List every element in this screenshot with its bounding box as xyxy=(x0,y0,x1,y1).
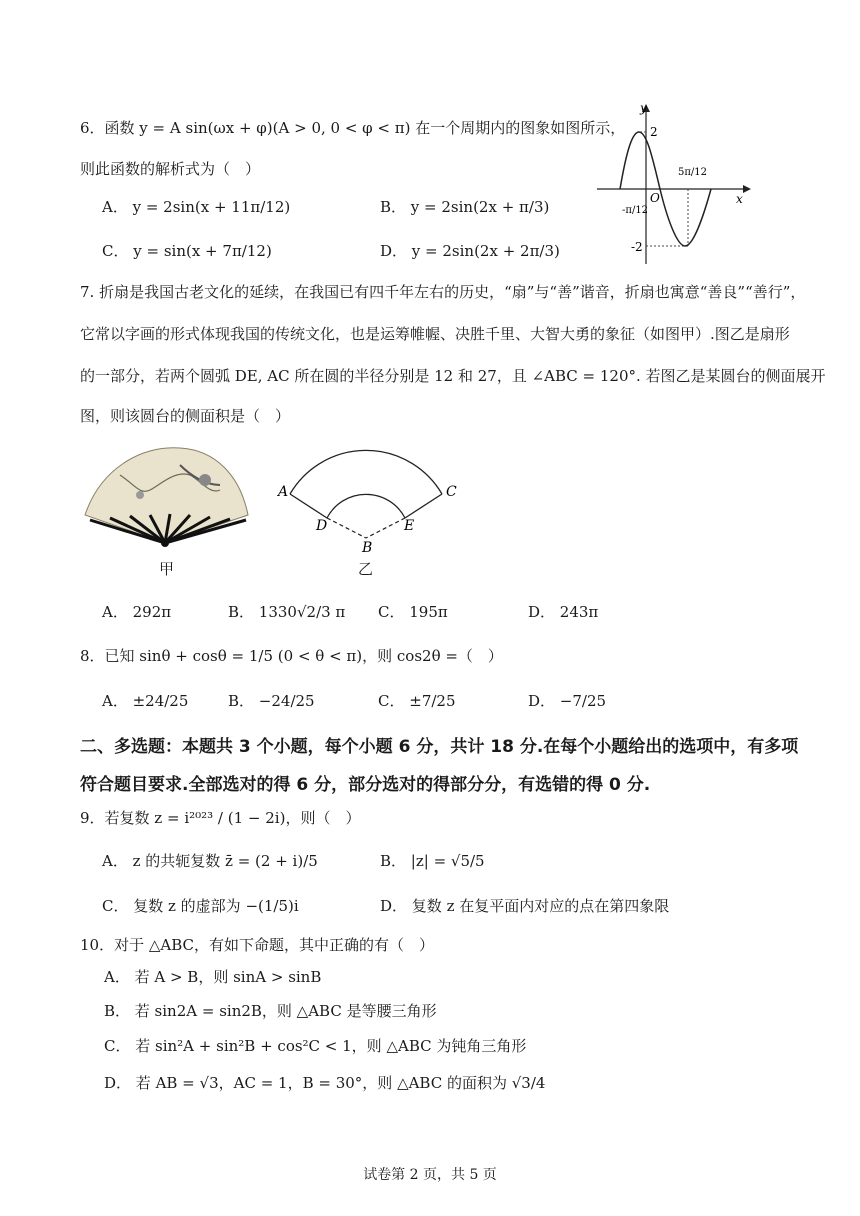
q8-option-c: C． ±7/25 xyxy=(378,692,456,710)
q6-stem-line1: 6．函数 y = A sin(ωx + φ)(A > 0, 0 < φ < π) 在一个周期内的图象如图所示， xyxy=(80,119,626,137)
q7-option-c: C． 195π xyxy=(378,603,448,621)
q7-option-b: B． 1330√2/3 π xyxy=(228,603,346,621)
q7-stem-line4: 图，则该圆台的侧面积是（ ） xyxy=(80,407,291,425)
q6-sine-graph xyxy=(595,100,755,270)
min-label: -2 xyxy=(631,240,643,254)
q8-option-d: D． −7/25 xyxy=(528,692,607,710)
q7-stem-line3: 的一部分，若两个圆弧 DE, AC 所在圆的半径分别是 12 和 27，且 ∠ABC = 120°. 若图乙是某圆台的侧面展开 xyxy=(80,367,826,385)
point-b-label: B xyxy=(362,540,373,556)
q8-option-a: A． ±24/25 xyxy=(102,692,189,710)
q9-option-b: B． |z| = √5/5 xyxy=(380,852,485,870)
q6-option-a: A． y = 2sin(x + 11π/12) xyxy=(102,198,291,216)
figure-caption-a: 甲 xyxy=(159,560,175,578)
right-tick-label: 5π/12 xyxy=(678,167,708,178)
q10-stem: 10．对于 △ABC，有如下命题，其中正确的有（ ） xyxy=(80,936,435,954)
q7-option-a: A． 292π xyxy=(102,603,172,621)
q8-option-b: B． −24/25 xyxy=(228,692,315,710)
q10-option-a: A． 若 A > B，则 sinA > sinB xyxy=(104,968,322,986)
q9-stem: 9．若复数 z = i²⁰²³ / (1 − 2i)，则（ ） xyxy=(80,809,361,827)
sector-figure xyxy=(270,438,470,558)
section-2-header-line2: 符合题目要求.全部选对的得 6 分，部分选对的得部分分，有选错的得 0 分. xyxy=(80,775,651,795)
q9-option-a: A． z 的共轭复数 z̄ = (2 + i)/5 xyxy=(102,852,318,870)
page-footer: 试卷第 2 页，共 5 页 xyxy=(363,1167,497,1183)
q9-option-d: D． 复数 z 在复平面内对应的点在第四象限 xyxy=(380,897,670,915)
q6-stem-line2: 则此函数的解析式为（ ） xyxy=(80,160,261,178)
y-axis-label: y xyxy=(640,101,647,115)
q6-option-c: C． y = sin(x + 7π/12) xyxy=(102,242,272,260)
point-e-label: E xyxy=(404,518,415,534)
q6-option-d: D． y = 2sin(2x + 2π/3) xyxy=(380,242,560,260)
folding-fan-figure xyxy=(80,440,250,550)
point-d-label: D xyxy=(316,518,328,534)
q8-stem: 8．已知 sinθ + cosθ = 1/5 (0 < θ < π)，则 cos2θ =（ ） xyxy=(80,647,503,665)
q10-option-c: C． 若 sin²A + sin²B + cos²C < 1，则 △ABC 为钝角三角形 xyxy=(104,1037,527,1055)
q7-stem-line1: 7. 折扇是我国古老文化的延续，在我国已有四千年左右的历史，“扇”与“善”谐音，折扇也寓意“善良”“善行”， xyxy=(80,283,806,301)
q7-stem-line2: 它常以字画的形式体现我国的传统文化，也是运筹帷幄、决胜千里、大智大勇的象征（如图甲）.图乙是扇形 xyxy=(80,325,790,343)
figure-caption-b: 乙 xyxy=(358,560,374,578)
q7-option-d: D． 243π xyxy=(528,603,599,621)
left-tick-label: -π/12 xyxy=(622,205,649,216)
max-label: 2 xyxy=(650,125,658,139)
q10-option-d: D． 若 AB = √3，AC = 1，B = 30°，则 △ABC 的面积为 √3/4 xyxy=(104,1074,546,1092)
x-axis-arrow xyxy=(743,185,751,193)
origin-label: O xyxy=(650,191,660,205)
q9-option-c: C． 复数 z 的虚部为 −(1/5)i xyxy=(102,897,299,915)
q10-option-b: B． 若 sin2A = sin2B，则 △ABC 是等腰三角形 xyxy=(104,1002,437,1020)
section-2-header-line1: 二、多选题：本题共 3 个小题，每个小题 6 分，共计 18 分.在每个小题给出的选项中，有多项 xyxy=(80,737,799,757)
point-a-label: A xyxy=(278,484,289,500)
x-axis-label: x xyxy=(736,192,743,206)
point-c-label: C xyxy=(446,484,457,500)
q6-option-b: B． y = 2sin(2x + π/3) xyxy=(380,198,550,216)
